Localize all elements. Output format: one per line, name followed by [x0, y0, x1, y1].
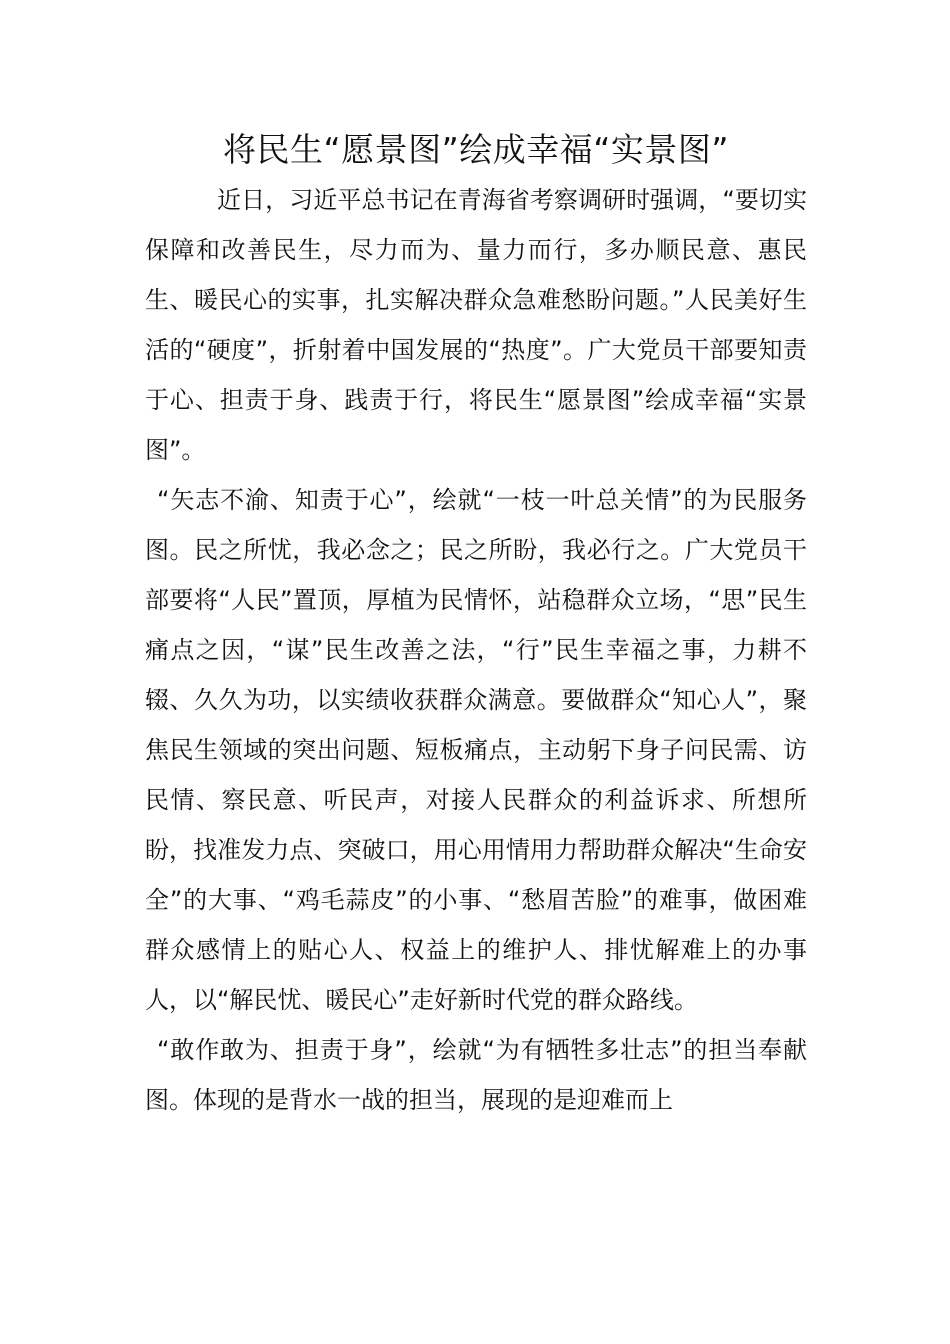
paragraph-responsibility: “敢作敢为、担责于身”，绘就“为有牺牲多壮志”的担当奉献图。体现的是背水一战的担当，展现的是迎难而上: [145, 1036, 807, 1114]
paragraph-intro: 近日，习近平总书记在青海省考察调研时强调，“要切实保障和改善民生，尽力而为、量力而行，多办顺民意、惠民生、暖民心的实事，扎实解决群众急难愁盼问题。”人民美好生活的“硬度”，折射着中国发展的“热度”。广大党员干部要知责于心、担责于身、践责于行，将民生“愿景图”绘成幸福“实景图”。: [145, 186, 807, 464]
paragraph-service: “矢志不渝、知责于心”，绘就“一枝一叶总关情”的为民服务图。民之所忧，我必念之；民之所盼，我必行之。广大党员干部要将“人民”置顶，厚植为民情怀，站稳群众立场，“思”民生痛点之因，“谋”民生改善之法，“行”民生幸福之事，力耕不辍、久久为功，以实绩收获群众满意。要做群众“知心人”，聚焦民生领域的突出问题、短板痛点，主动躬下身子问民需、访民情、察民意、听民声，对接人民群众的利益诉求、所想所盼，找准发力点、突破口，用心用情用力帮助群众解决“生命安全”的大事、“鸡毛蒜皮”的小事、“愁眉苦脸”的难事，做困难群众感情上的贴心人、权益上的维护人、排忧解难上的办事人，以“解民忧、暖民心”走好新时代党的群众路线。: [145, 486, 807, 1014]
document-body: [145, 175, 807, 1125]
document-title: 将民生“愿景图”绘成幸福“实景图”: [223, 130, 729, 169]
